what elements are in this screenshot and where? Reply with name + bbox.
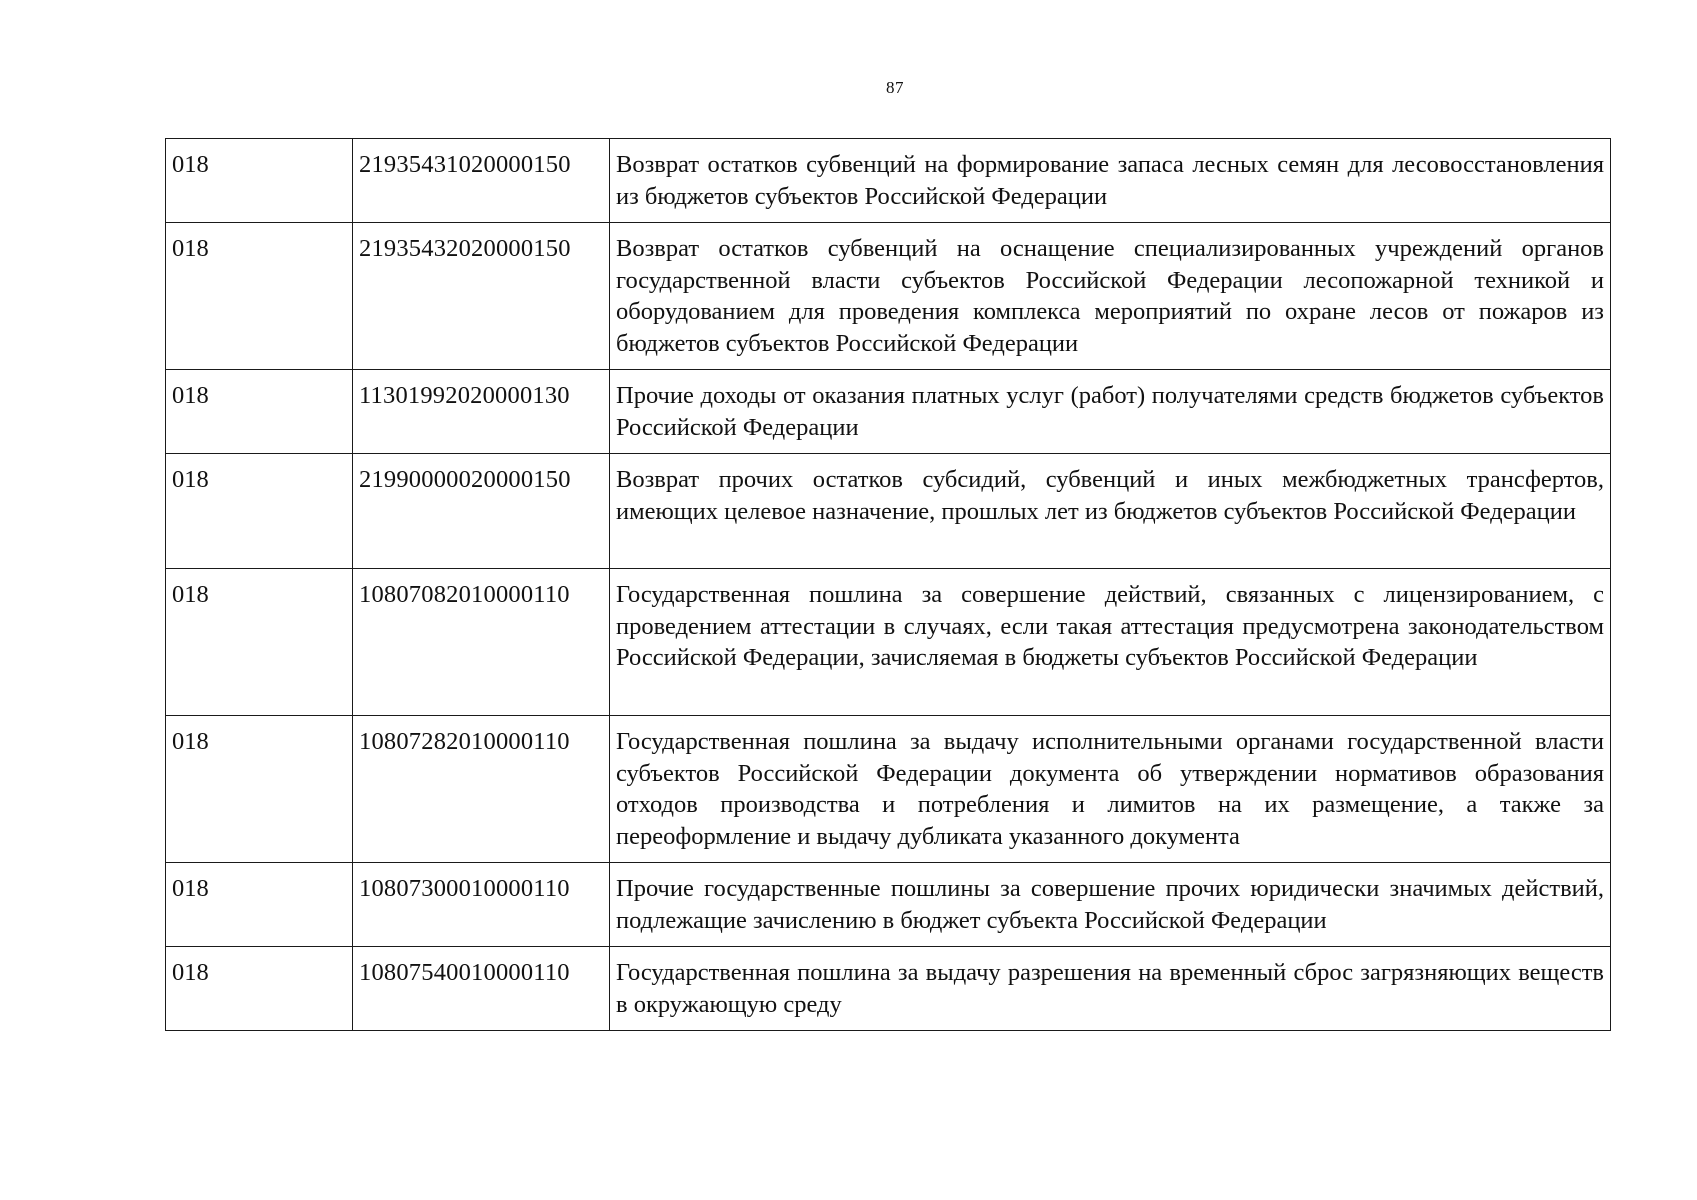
table-row <box>166 863 1611 947</box>
budget-code-cell: 10807540010000110 <box>353 947 610 1031</box>
income-name-cell: Государственная пошлина за выдачу разрешения на временный сброс загрязняющих веществ в окружающую среду <box>610 947 1611 1031</box>
income-name-cell: Прочие доходы от оказания платных услуг (работ) получателями средств бюджетов субъектов Российской Федерации <box>610 370 1611 454</box>
income-name-cell: Возврат прочих остатков субсидий, субвенций и иных межбюджетных трансфертов, имеющих целевое назначение, прошлых лет из бюджетов субъектов Российской Федерации <box>610 454 1611 569</box>
table-row <box>166 947 1611 1031</box>
admin-code-cell: 018 <box>166 370 353 454</box>
income-name-cell: Возврат остатков субвенций на оснащение специализированных учреждений органов государственной власти субъектов Российской Федерации лесопожарной техникой и оборудованием для проведения комплекса мероприятий по охране лесов от пожаров из бюджетов субъектов Российской Федерации <box>610 223 1611 370</box>
table-row <box>166 716 1611 863</box>
admin-code-cell: 018 <box>166 716 353 863</box>
table-row <box>166 370 1611 454</box>
income-name-cell: Возврат остатков субвенций на формирование запаса лесных семян для лесовосстановления из бюджетов субъектов Российской Федерации <box>610 139 1611 223</box>
admin-code-cell: 018 <box>166 947 353 1031</box>
admin-code-cell: 018 <box>166 454 353 569</box>
table-row <box>166 223 1611 370</box>
budget-codes-table <box>165 138 1611 1031</box>
admin-code-cell: 018 <box>166 139 353 223</box>
table-row <box>166 569 1611 716</box>
admin-code-cell: 018 <box>166 863 353 947</box>
admin-code-cell: 018 <box>166 569 353 716</box>
budget-code-cell: 10807082010000110 <box>353 569 610 716</box>
table-row <box>166 139 1611 223</box>
income-name-cell: Государственная пошлина за выдачу исполнительными органами государственной власти субъектов Российской Федерации документа об утверждении нормативов образования отходов производства и потребления и лимитов на их размещение, а также за переоформление и выдачу дубликата указанного документа <box>610 716 1611 863</box>
budget-code-cell: 10807300010000110 <box>353 863 610 947</box>
budget-code-cell: 21990000020000150 <box>353 454 610 569</box>
budget-code-cell: 21935431020000150 <box>353 139 610 223</box>
income-name-cell: Прочие государственные пошлины за совершение прочих юридически значимых действий, подлежащие зачислению в бюджет субъекта Российской Федерации <box>610 863 1611 947</box>
page-number: 87 <box>886 78 904 97</box>
budget-code-cell: 10807282010000110 <box>353 716 610 863</box>
budget-code-cell: 21935432020000150 <box>353 223 610 370</box>
admin-code-cell: 018 <box>166 223 353 370</box>
table-row <box>166 454 1611 569</box>
income-name-cell: Государственная пошлина за совершение действий, связанных с лицензированием, с проведением аттестации в случаях, если такая аттестация предусмотрена законодательством Российской Федерации, зачисляемая в бюджеты субъектов Российской Федерации <box>610 569 1611 716</box>
budget-code-cell: 11301992020000130 <box>353 370 610 454</box>
